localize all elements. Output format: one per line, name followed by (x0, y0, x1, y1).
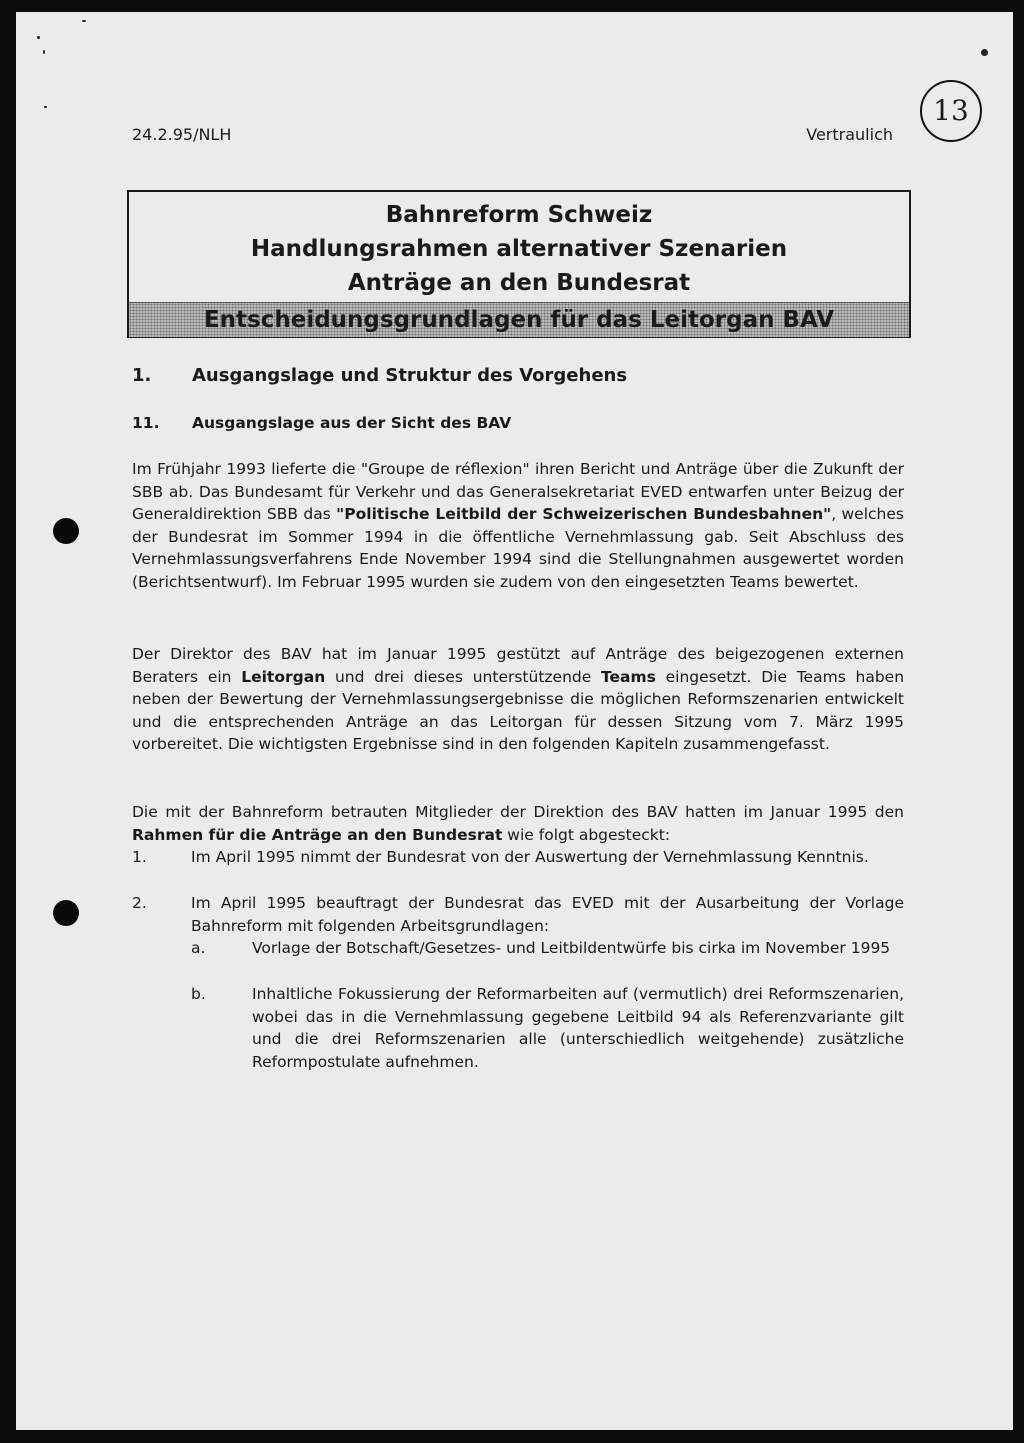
list-text: Im April 1995 beauftragt der Bundesrat das EVED mit der Ausarbeitung der Vorlage Bahnreform mit folgenden Arbeitsgrundlagen: (191, 894, 904, 935)
paragraph-text: eingesetzt. Die Teams haben neben der Bewertung der Vernehmlassungsergebnisse die möglichen Reformszenarien entwickelt und die entsprechenden Anträge an das Leitorgan für dessen Sitzung vom 7. März 1995 vorbereitet. Die wichtigsten Ergebnisse sind in den folgenden Kapiteln zusammengefasst. (132, 667, 905, 753)
paragraph-text: , welches der Bundesrat im Sommer 1994 in die öffentliche Vernehmlassung gab. Seit Abschluss des Vernehmlassungsverfahrens Ende November 1994 sind die Stellungnahmen ausgewertet worden (Berichtsentwurf). Im Februar 1995 wurden sie zudem von den eingesetzten Teams bewertet. (132, 505, 904, 591)
scan-speck (37, 36, 40, 39)
scan-speck (43, 50, 45, 54)
section-heading-11 (132, 414, 511, 432)
paragraph-text: Im Frühjahr 1993 lieferte die "Groupe de réflexion" ihren Bericht und Anträge über die Zukunft der SBB ab. Das Bundesamt für Verkehr und das Generalsekretariat EVED entwarfen unter Beizug der Generaldirektion SBB das (132, 460, 904, 523)
sublist-item (191, 983, 904, 1073)
sublist-text: Inhaltliche Fokussierung der Reformarbeiten auf (vermutlich) drei Reformszenarien, wobei das in die Vernehmlassung gegebene Leitbild 94 als Referenzvariante gilt und die drei Reformszenarien alle (unterschiedlich weitgehende) zusätzliche Reformpostulate aufnehmen. (252, 985, 904, 1071)
paragraph-text: Der Direktor des BAV hat im Januar 1995 gestützt auf Anträge des beigezogenen externen Beraters ein (132, 645, 904, 686)
classification-label: Vertraulich (806, 125, 893, 144)
paragraph-text: Die mit der Bahnreform betrauten Mitglieder der Direktion des BAV hatten im Januar 1995 den (132, 803, 904, 821)
paragraph-3 (132, 801, 904, 846)
paragraph-emphasis: Teams (601, 667, 656, 686)
section-number: 11. (132, 414, 160, 432)
paragraph-emphasis: Rahmen für die Anträge an den Bundesrat (132, 825, 503, 844)
paragraph-2 (132, 643, 904, 756)
document-page (16, 12, 1013, 1430)
page-number-circle: 13 (920, 80, 982, 142)
punch-hole (53, 900, 79, 926)
section-heading-1 (132, 365, 627, 386)
sublist-item (191, 937, 904, 960)
title-line-1: Bahnreform Schweiz (385, 202, 653, 228)
list-number: 1. (132, 848, 147, 866)
section-title: Ausgangslage aus der Sicht des BAV (192, 414, 512, 432)
list-item (132, 892, 904, 937)
list-number: 2. (132, 894, 147, 912)
list-text: Im April 1995 nimmt der Bundesrat von der Auswertung der Vernehmlassung Kenntnis. (191, 848, 869, 866)
section-number: 1. (132, 365, 152, 386)
paragraph-text: und drei dieses unterstützende (325, 667, 602, 686)
sublist-text: Vorlage der Botschaft/Gesetzes- und Leitbildentwürfe bis cirka im November 1995 (252, 939, 891, 957)
list-item (132, 846, 904, 869)
paragraph-emphasis: Leitorgan (241, 667, 326, 686)
scan-speck (44, 106, 47, 108)
scan-speck (82, 20, 86, 22)
sublist-letter: b. (191, 985, 206, 1003)
title-box (127, 190, 911, 338)
paragraph-text: wie folgt abgesteckt: (502, 825, 671, 844)
sublist-letter: a. (191, 939, 206, 957)
scan-speck (981, 49, 988, 56)
title-line-2: Handlungsrahmen alternativer Szenarien (250, 236, 788, 262)
section-title: Ausgangslage und Struktur des Vorgehens (192, 365, 628, 386)
paragraph-emphasis: "Politische Leitbild der Schweizerischen Bundesbahnen" (336, 505, 832, 523)
paragraph-1 (132, 458, 904, 593)
title-line-4: Entscheidungsgrundlagen für das Leitorgan BAV (129, 302, 909, 337)
title-line-3: Anträge an den Bundesrat (347, 270, 691, 296)
punch-hole (53, 518, 79, 544)
document-reference: 24.2.95/NLH (132, 125, 232, 144)
